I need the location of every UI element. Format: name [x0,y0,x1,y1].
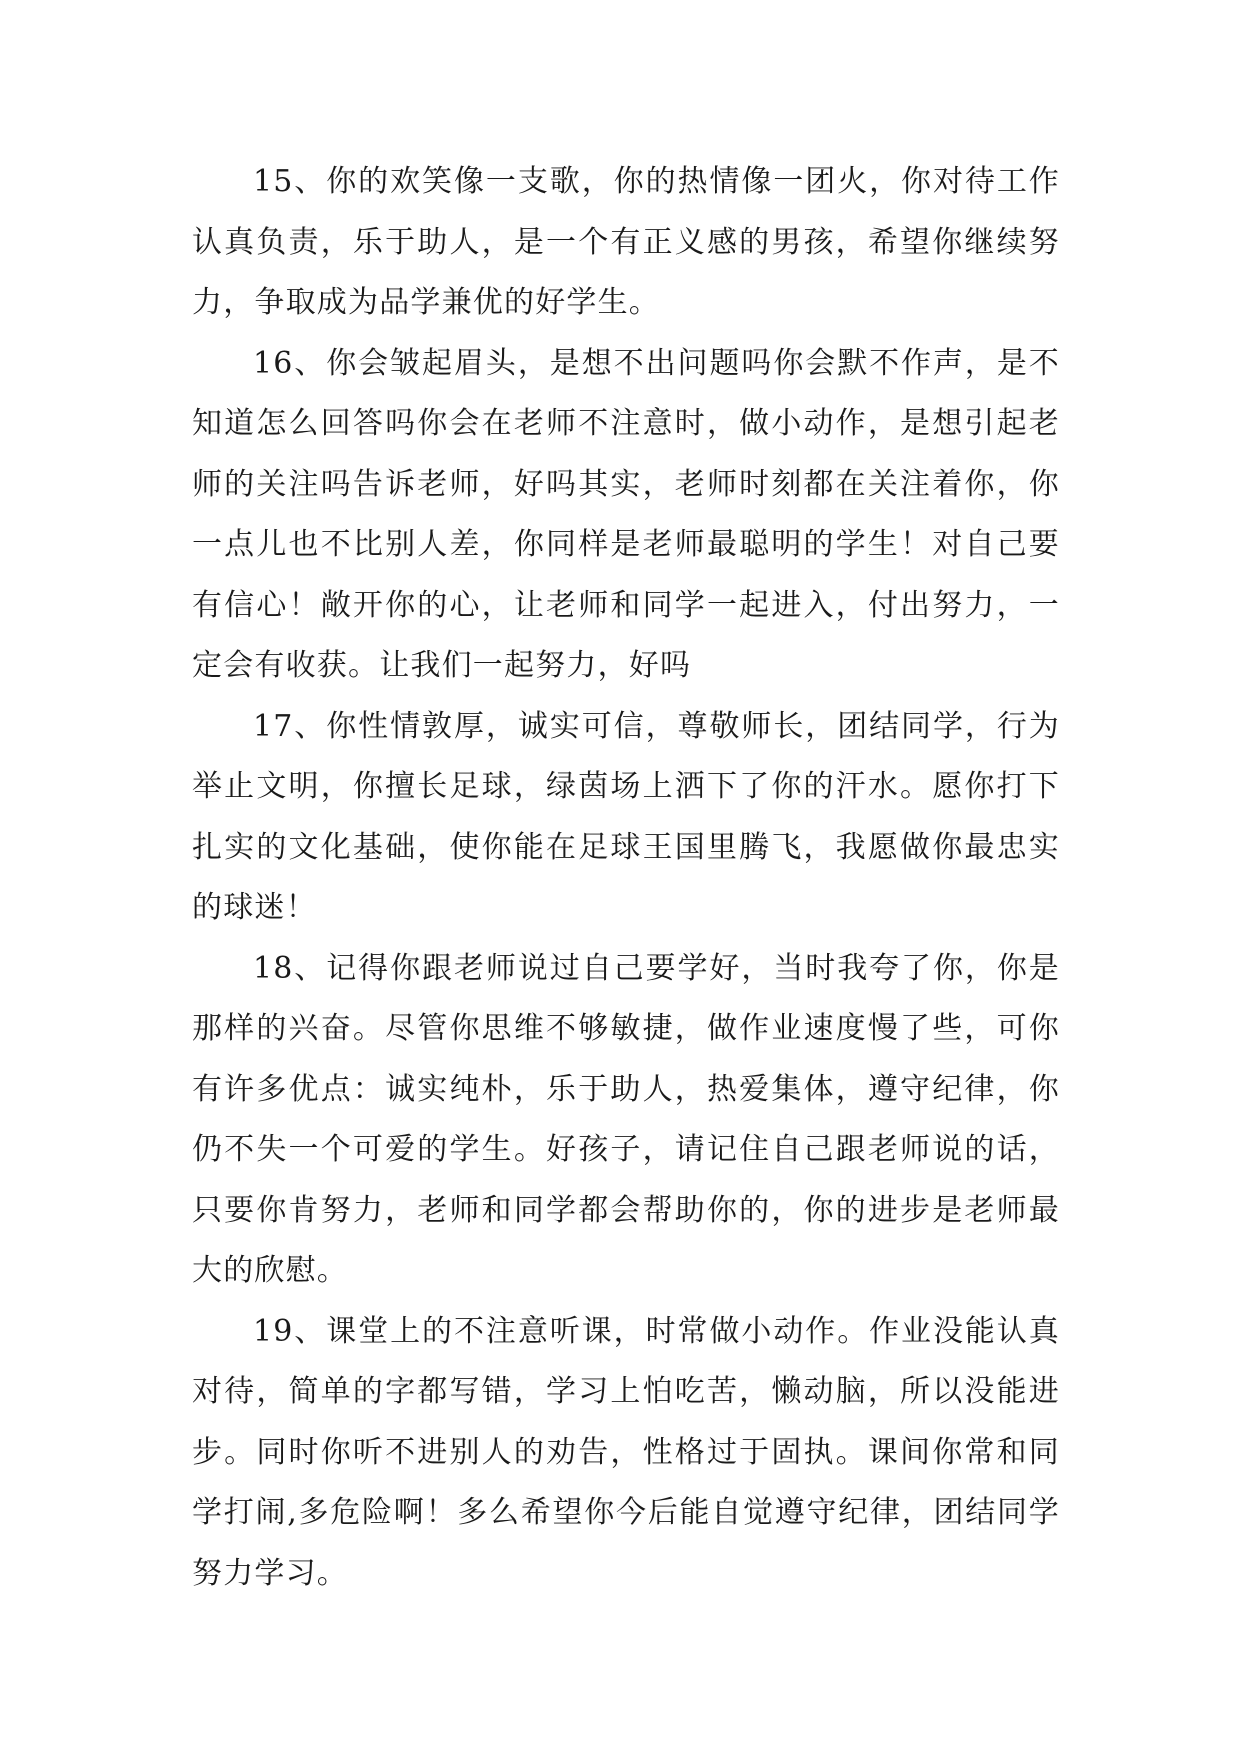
document-body [192,152,1060,1604]
paragraph-15: 15、你的欢笑像一支歌，你的热情像一团火，你对待工作认真负责，乐于助人，是一个有正义感的男孩，希望你继续努力，争取成为品学兼优的好学生。 [192,164,1060,320]
paragraph-17: 17、你性情敦厚，诚实可信，尊敬师长，团结同学，行为举止文明，你擅长足球，绿茵场上洒下了你的汗水。愿你打下扎实的文化基础，使你能在足球王国里腾飞，我愿做你最忠实的球迷！ [192,708,1060,925]
paragraph-16: 16、你会皱起眉头，是想不出问题吗你会默不作声，是不知道怎么回答吗你会在老师不注意时，做小动作，是想引起老师的关注吗告诉老师，好吗其实，老师时刻都在关注着你，你一点儿也不比别人差，你同样是老师最聪明的学生！对自己要有信心！敞开你的心，让老师和同学一起进入，付出努力，一定会有收获。让我们一起努力，好吗 [192,345,1060,683]
paragraph-19: 19、课堂上的不注意听课，时常做小动作。作业没能认真对待，简单的字都写错，学习上怕吃苦，懒动脑，所以没能进步。同时你听不进别人的劝告，性格过于固执。课间你常和同学打闹,多危险啊！多么希望你今后能自觉遵守纪律，团结同学努力学习。 [192,1313,1060,1591]
paragraph-18: 18、记得你跟老师说过自己要学好，当时我夸了你，你是那样的兴奋。尽管你思维不够敏捷，做作业速度慢了些，可你有许多优点：诚实纯朴，乐于助人，热爱集体，遵守纪律，你仍不失一个可爱的学生。好孩子，请记住自己跟老师说的话，只要你肯努力，老师和同学都会帮助你的，你的进步是老师最大的欣慰。 [192,950,1060,1288]
